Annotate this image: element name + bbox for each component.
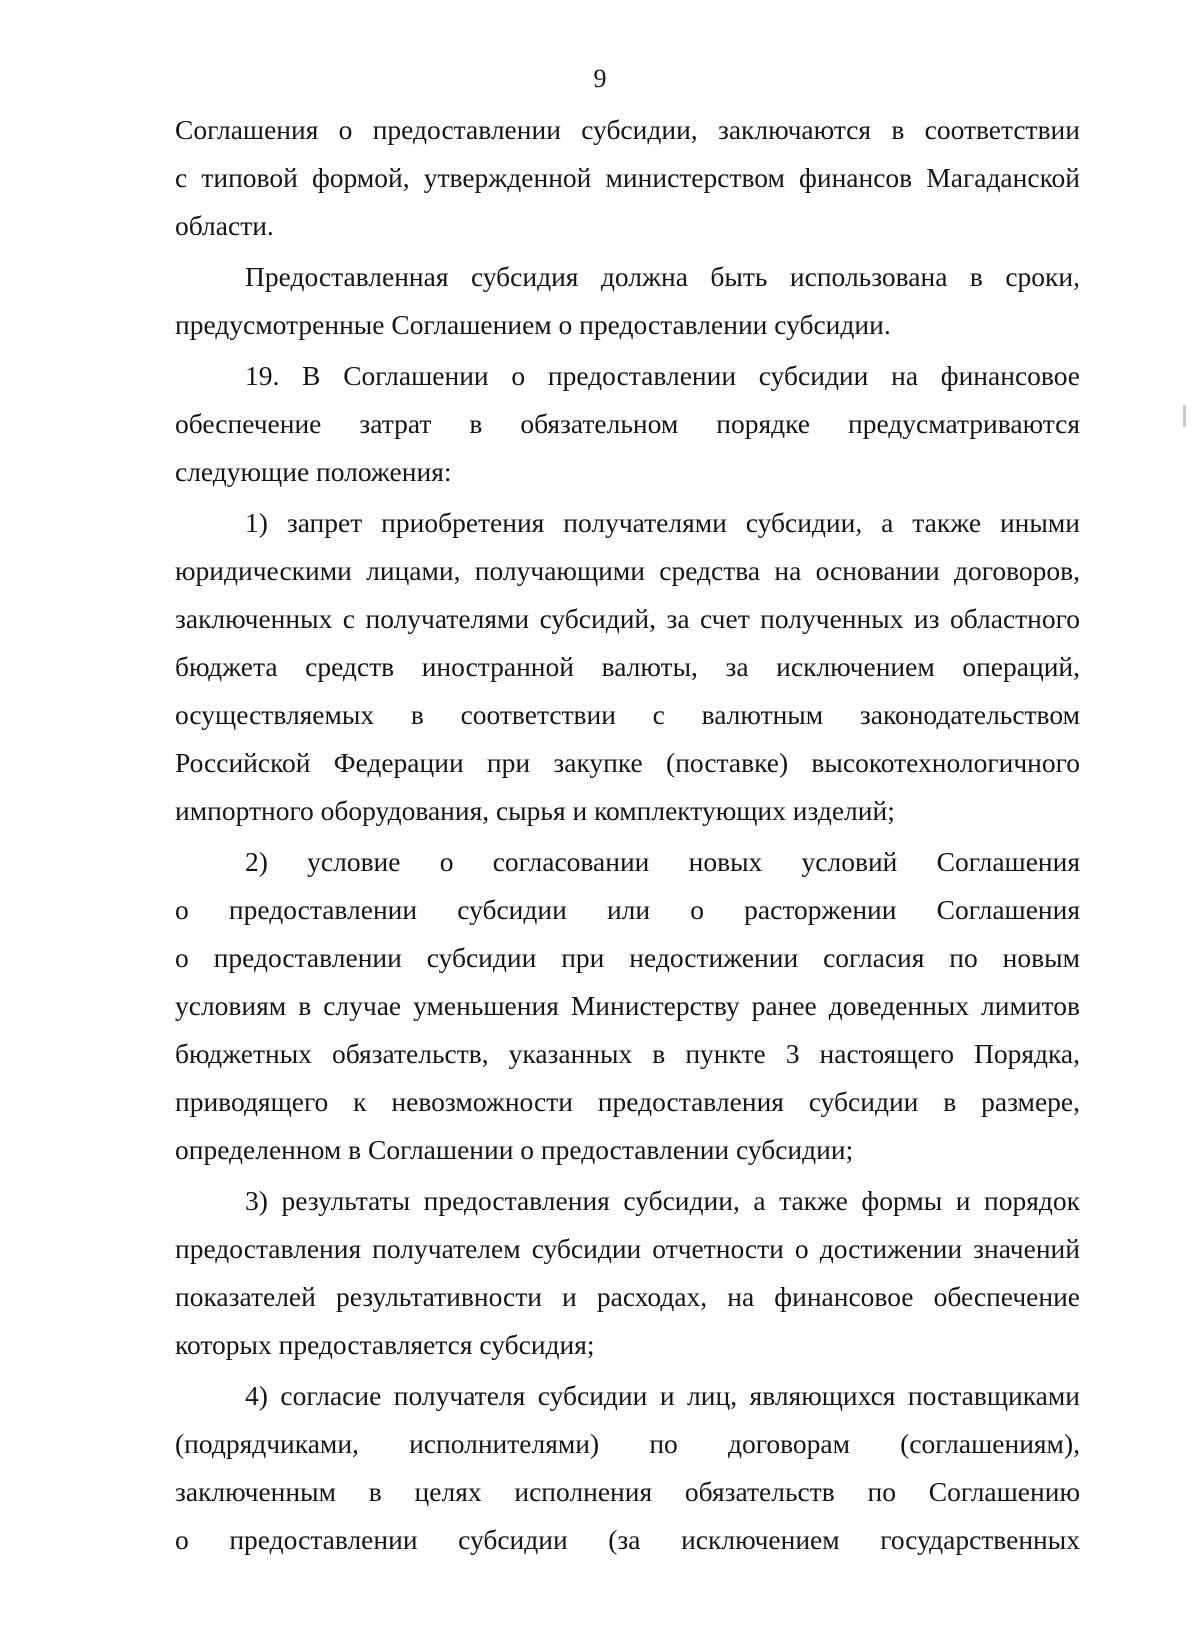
text-line: о предоставлении субсидии или о расторжении Соглашения — [175, 894, 1080, 925]
document-body — [175, 106, 1080, 1564]
text-line: которых предоставляется субсидия; — [175, 1329, 595, 1360]
paragraph — [175, 106, 1080, 250]
text-line: 4) согласие получателя субсидии и лиц, являющихся поставщиками — [245, 1380, 1080, 1411]
paragraph — [175, 1372, 1080, 1564]
text-line: предусмотренные Соглашением о предоставлении субсидии. — [175, 309, 891, 340]
text-line: о предоставлении субсидии при недостижении согласия по новым — [175, 942, 1080, 973]
text-line: заключенных с получателями субсидий, за счет полученных из областного — [175, 603, 1080, 634]
text-line: юридическими лицами, получающими средства на основании договоров, — [175, 555, 1080, 586]
page-number: 9 — [593, 64, 607, 93]
paragraph — [175, 352, 1080, 496]
text-line: 3) результаты предоставления субсидии, а также формы и порядок — [245, 1185, 1080, 1216]
text-line: импортного оборудования, сырья и комплектующих изделий; — [175, 795, 895, 826]
text-line: 19. В Соглашении о предоставлении субсидии на финансовое — [245, 360, 1080, 391]
paragraph — [175, 253, 1080, 349]
text-line: с типовой формой, утвержденной министерством финансов Магаданской — [175, 162, 1080, 193]
paragraph — [175, 838, 1080, 1174]
text-line: приводящего к невозможности предоставления субсидии в размере, — [175, 1086, 1080, 1117]
text-line: обеспечение затрат в обязательном порядке предусматриваются — [175, 408, 1080, 439]
paragraph — [175, 499, 1080, 835]
text-line: показателей результативности и расходах, на финансовое обеспечение — [175, 1281, 1080, 1312]
paragraph — [175, 1177, 1080, 1369]
text-line: бюджета средств иностранной валюты, за исключением операций, — [175, 651, 1080, 682]
scan-edge-mark — [1183, 405, 1186, 427]
text-line: о предоставлении субсидии (за исключением государственных — [175, 1524, 1080, 1555]
text-line: Российской Федерации при закупке (поставке) высокотехнологичного — [175, 747, 1080, 778]
text-line: осуществляемых в соответствии с валютным законодательством — [175, 699, 1080, 730]
text-line: бюджетных обязательств, указанных в пункте 3 настоящего Порядка, — [175, 1038, 1080, 1069]
text-line: определенном в Соглашении о предоставлении субсидии; — [175, 1134, 854, 1165]
text-line: области. — [175, 210, 274, 241]
text-line: условиям в случае уменьшения Министерству ранее доведенных лимитов — [175, 990, 1080, 1021]
text-line: Предоставленная субсидия должна быть использована в сроки, — [245, 261, 1080, 292]
text-line: 1) запрет приобретения получателями субсидии, а также иными — [245, 507, 1080, 538]
text-line: Соглашения о предоставлении субсидии, заключаются в соответствии — [175, 114, 1080, 145]
text-line: заключенным в целях исполнения обязательств по Соглашению — [175, 1476, 1080, 1507]
text-line: следующие положения: — [175, 456, 452, 487]
text-line: предоставления получателем субсидии отчетности о достижении значений — [175, 1233, 1080, 1264]
text-line: (подрядчиками, исполнителями) по договорам (соглашениям), — [175, 1428, 1080, 1459]
text-line: 2) условие о согласовании новых условий Соглашения — [245, 846, 1080, 877]
